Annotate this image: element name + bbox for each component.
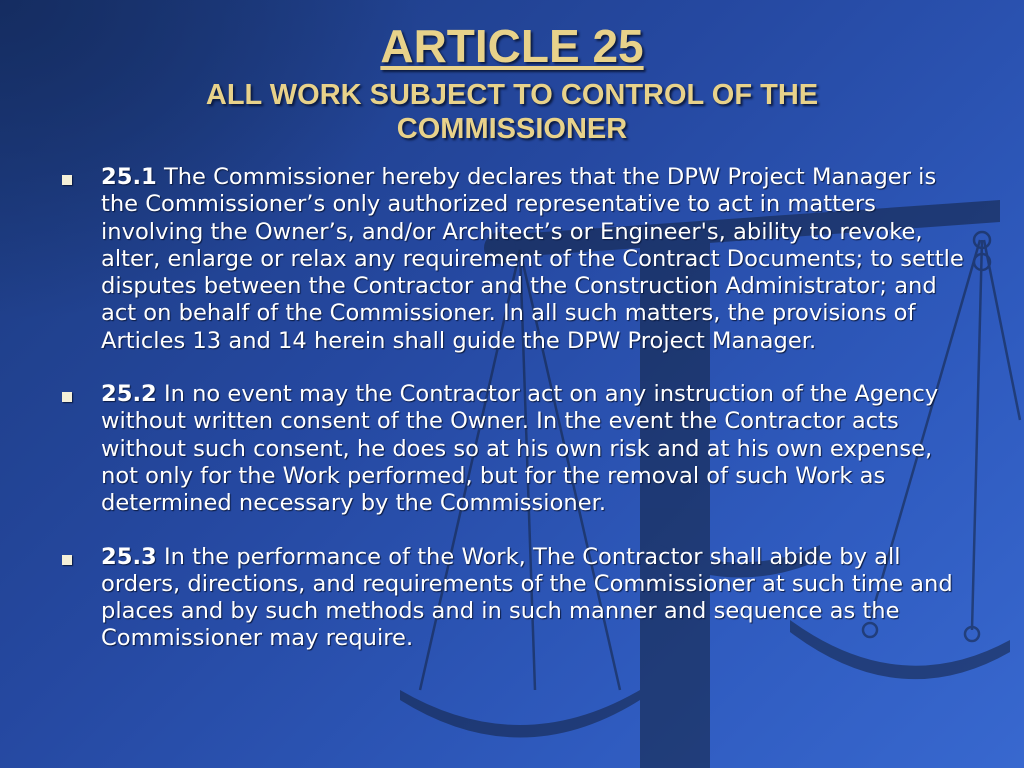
article-item-25-2 bbox=[62, 381, 967, 517]
article-number: 25.2 bbox=[101, 381, 157, 408]
article-text bbox=[101, 164, 967, 355]
square-bullet-icon bbox=[62, 175, 72, 185]
article-body: In the performance of the Work, The Contractor shall abide by all orders, directions, and requirements of the Commissioner at such time and places and by such methods and in such manner and sequence as the Commissioner may require. bbox=[101, 543, 953, 652]
article-item-25-1 bbox=[62, 164, 967, 355]
slide-subtitle bbox=[0, 78, 1024, 146]
article-body: The Commissioner hereby declares that the DPW Project Manager is the Commissioner’s only authorized representative to act in matters involving the Owner’s, and/or Architect’s or Engineer's, ability to revoke, alter, enlarge or relax any requirement of the Contract Documents; to settle disputes between the Contractor and the Construction Administrator; and act on behalf of the Commissioner. In all such matters, the provisions of Articles 13 and 14 herein shall guide the DPW Project Manager. bbox=[101, 164, 964, 354]
article-list bbox=[62, 164, 967, 679]
article-number: 25.1 bbox=[101, 164, 157, 190]
article-number: 25.3 bbox=[101, 543, 157, 570]
title-block bbox=[0, 18, 1024, 146]
article-body: In no event may the Contractor act on any instruction of the Agency without written consent of the Owner. In the event the Contractor acts without such consent, he does so at his own risk and at his own expense, not only for the Work performed, but for the removal of such Work as determined necessary by the Commissioner. bbox=[101, 381, 939, 517]
article-item-25-3 bbox=[62, 544, 967, 653]
article-text bbox=[101, 544, 967, 653]
article-text bbox=[101, 381, 967, 517]
subtitle-line-1: ALL WORK SUBJECT TO CONTROL OF THE bbox=[205, 79, 819, 111]
slide-title: ARTICLE 25 bbox=[380, 20, 644, 72]
square-bullet-icon bbox=[62, 555, 72, 565]
subtitle-line-2: COMMISSIONER bbox=[396, 113, 628, 145]
square-bullet-icon bbox=[62, 392, 72, 402]
